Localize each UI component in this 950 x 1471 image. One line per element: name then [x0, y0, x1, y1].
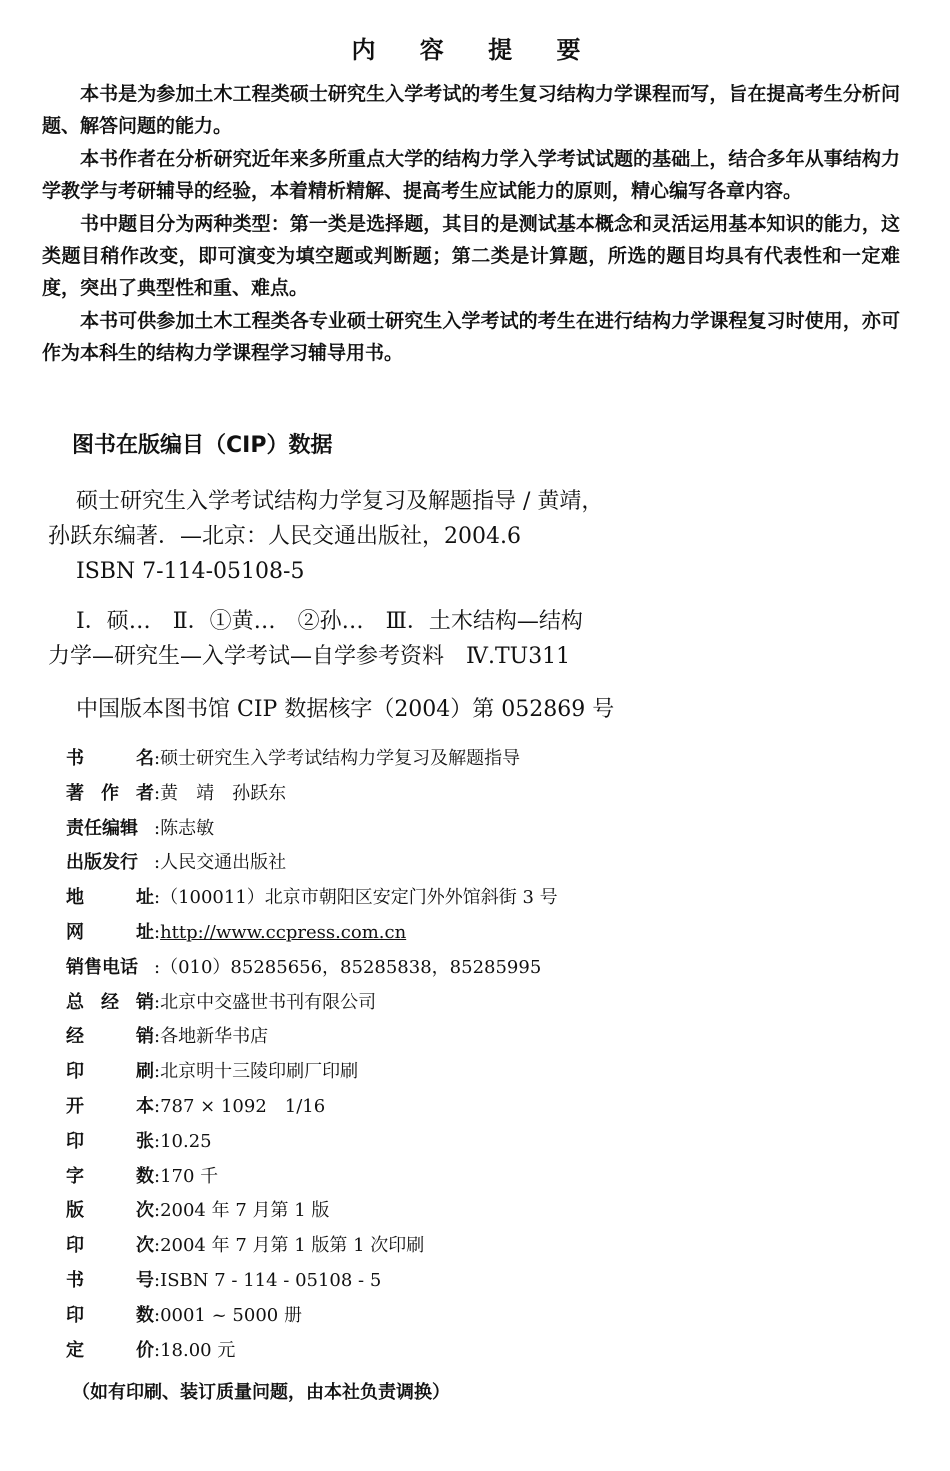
info-row-phone — [66, 951, 886, 986]
info-colon: : — [154, 1130, 161, 1152]
info-label: 印 数 — [66, 1304, 154, 1326]
info-row-address — [66, 881, 886, 916]
info-row-authors — [66, 777, 886, 812]
publication-info — [66, 742, 886, 1368]
quality-footnote: （如有印刷、装订质量问题，由本社负责调换） — [72, 1382, 450, 1403]
summary-paragraph: 本书作者在分析研究近年来多所重点大学的结构力学入学考试试题的基础上，结合多年从事结构力学教学与考研辅导的经验，本着精析精解、提高考生应试能力的原则，精心编写各章内容。 — [42, 147, 900, 203]
info-value: （010）85285656，85285838，85285995 — [160, 956, 542, 978]
info-label: 版 次 — [66, 1200, 154, 1222]
info-label: 地 址 — [66, 887, 154, 909]
info-label: 字 数 — [66, 1165, 154, 1187]
info-label: 网 址 — [66, 921, 154, 943]
info-colon: : — [154, 1061, 161, 1083]
info-value: 10.25 — [160, 1130, 212, 1152]
info-row-print-run — [66, 1299, 886, 1334]
info-colon: : — [154, 1339, 161, 1361]
info-colon: : — [154, 991, 161, 1013]
info-label: 书 名 — [66, 748, 154, 769]
cip-heading: 图书在版编目（CIP）数据 — [72, 433, 333, 458]
info-colon: : — [154, 1304, 161, 1326]
info-row-sheets — [66, 1125, 886, 1160]
info-label: 印 张 — [66, 1130, 154, 1152]
info-value: 0001 ~ 5000 册 — [160, 1304, 302, 1326]
cip-isbn-line: ISBN 7-114-05108-5 — [76, 559, 305, 584]
info-row-wordcount — [66, 1160, 886, 1195]
info-colon: : — [154, 852, 161, 874]
info-row-printing — [66, 1229, 886, 1264]
info-colon: : — [154, 1235, 161, 1257]
info-value: 各地新华书店 — [160, 1026, 269, 1048]
info-colon: : — [154, 1269, 161, 1291]
info-label: 出版发行 — [66, 852, 138, 874]
info-label: 经 销 — [66, 1026, 154, 1048]
info-label: 著 作 者 — [66, 782, 154, 804]
info-colon: : — [154, 748, 161, 769]
page-title: 内 容 提 要 — [351, 36, 599, 64]
info-colon: : — [154, 1200, 161, 1222]
info-label: 开 本 — [66, 1095, 154, 1117]
info-label: 印 刷 — [66, 1061, 154, 1083]
cip-subject-line: Ⅰ．硕… Ⅱ．①黄… ②孙… Ⅲ．土木结构—结构 — [76, 609, 583, 634]
info-value: 北京明十三陵印刷厂印刷 — [160, 1061, 359, 1083]
summary-paragraph: 本书是为参加土木工程类硕士研究生入学考试的考生复习结构力学课程而写，旨在提高考生分析问题、解答问题的能力。 — [42, 83, 900, 138]
info-row-website — [66, 916, 886, 951]
cip-subject-line: 力学—研究生—入学考试—自学参考资料 Ⅳ.TU311 — [48, 644, 571, 669]
info-label: 销售电话 — [66, 956, 138, 978]
info-colon: : — [154, 921, 161, 943]
website-link[interactable]: http://www.ccpress.com.cn — [160, 921, 407, 943]
info-label: 总 经 销 — [66, 991, 154, 1013]
info-value: 2004 年 7 月第 1 版第 1 次印刷 — [160, 1235, 425, 1257]
cip-title-line: 硕士研究生入学考试结构力学复习及解题指导 / 黄靖， — [76, 489, 604, 514]
cip-approval — [76, 692, 796, 727]
info-value: 人民交通出版社 — [160, 852, 287, 874]
summary-paragraph: 本书可供参加土木工程类各专业硕士研究生入学考试的考生在进行结构力学课程复习时使用，亦可作为本科生的结构力学课程学习辅导用书。 — [42, 309, 900, 365]
info-value: 黄 靖 孙跃东 — [160, 782, 287, 804]
info-row-editor — [66, 812, 886, 847]
info-colon: : — [154, 1165, 161, 1187]
info-row-edition — [66, 1194, 886, 1229]
info-row-title — [66, 742, 886, 777]
info-value: 2004 年 7 月第 1 版 — [160, 1200, 330, 1222]
info-row-isbn — [66, 1264, 886, 1299]
info-label: 责任编辑 — [66, 817, 138, 839]
cip-approval-line: 中国版本图书馆 CIP 数据核字（2004）第 052869 号 — [76, 697, 615, 722]
info-label: 印 次 — [66, 1235, 154, 1257]
cip-publisher-line: 孙跃东编著．—北京：人民交通出版社，2004.6 — [48, 524, 521, 549]
info-row-distributor — [66, 986, 886, 1021]
info-colon: : — [154, 956, 161, 978]
info-row-seller — [66, 1020, 886, 1055]
info-label: 书 号 — [66, 1269, 154, 1291]
info-colon: : — [154, 782, 161, 804]
info-row-format — [66, 1090, 886, 1125]
info-colon: : — [154, 1026, 161, 1048]
info-colon: : — [154, 817, 161, 839]
info-value: ISBN 7 - 114 - 05108 - 5 — [160, 1269, 382, 1291]
info-value — [160, 916, 406, 951]
info-value: 170 千 — [160, 1165, 219, 1187]
info-value: （100011）北京市朝阳区安定门外外馆斜街 3 号 — [160, 887, 558, 909]
info-row-printer — [66, 1055, 886, 1090]
cip-classification — [48, 604, 768, 674]
info-value: 硕士研究生入学考试结构力学复习及解题指导 — [160, 748, 521, 769]
info-row-publisher — [66, 846, 886, 881]
summary-paragraph: 书中题目分为两种类型：第一类是选择题，其目的是测试基本概念和灵活运用基本知识的能力，这类题目稍作改变，即可演变为填空题或判断题；第二类是计算题，所选的题目均具有代表性和一定难度，突出了典型性和重、难点。 — [42, 212, 900, 300]
cip-record — [48, 484, 768, 589]
info-colon: : — [154, 887, 161, 909]
info-colon: : — [154, 1095, 161, 1117]
info-value: 787 × 1092 1/16 — [160, 1095, 326, 1117]
info-value: 18.00 元 — [160, 1339, 236, 1361]
info-row-price — [66, 1334, 886, 1369]
info-value: 北京中交盛世书刊有限公司 — [160, 991, 377, 1013]
info-value: 陈志敏 — [160, 817, 215, 839]
info-label: 定 价 — [66, 1339, 154, 1361]
summary-section — [42, 78, 900, 370]
